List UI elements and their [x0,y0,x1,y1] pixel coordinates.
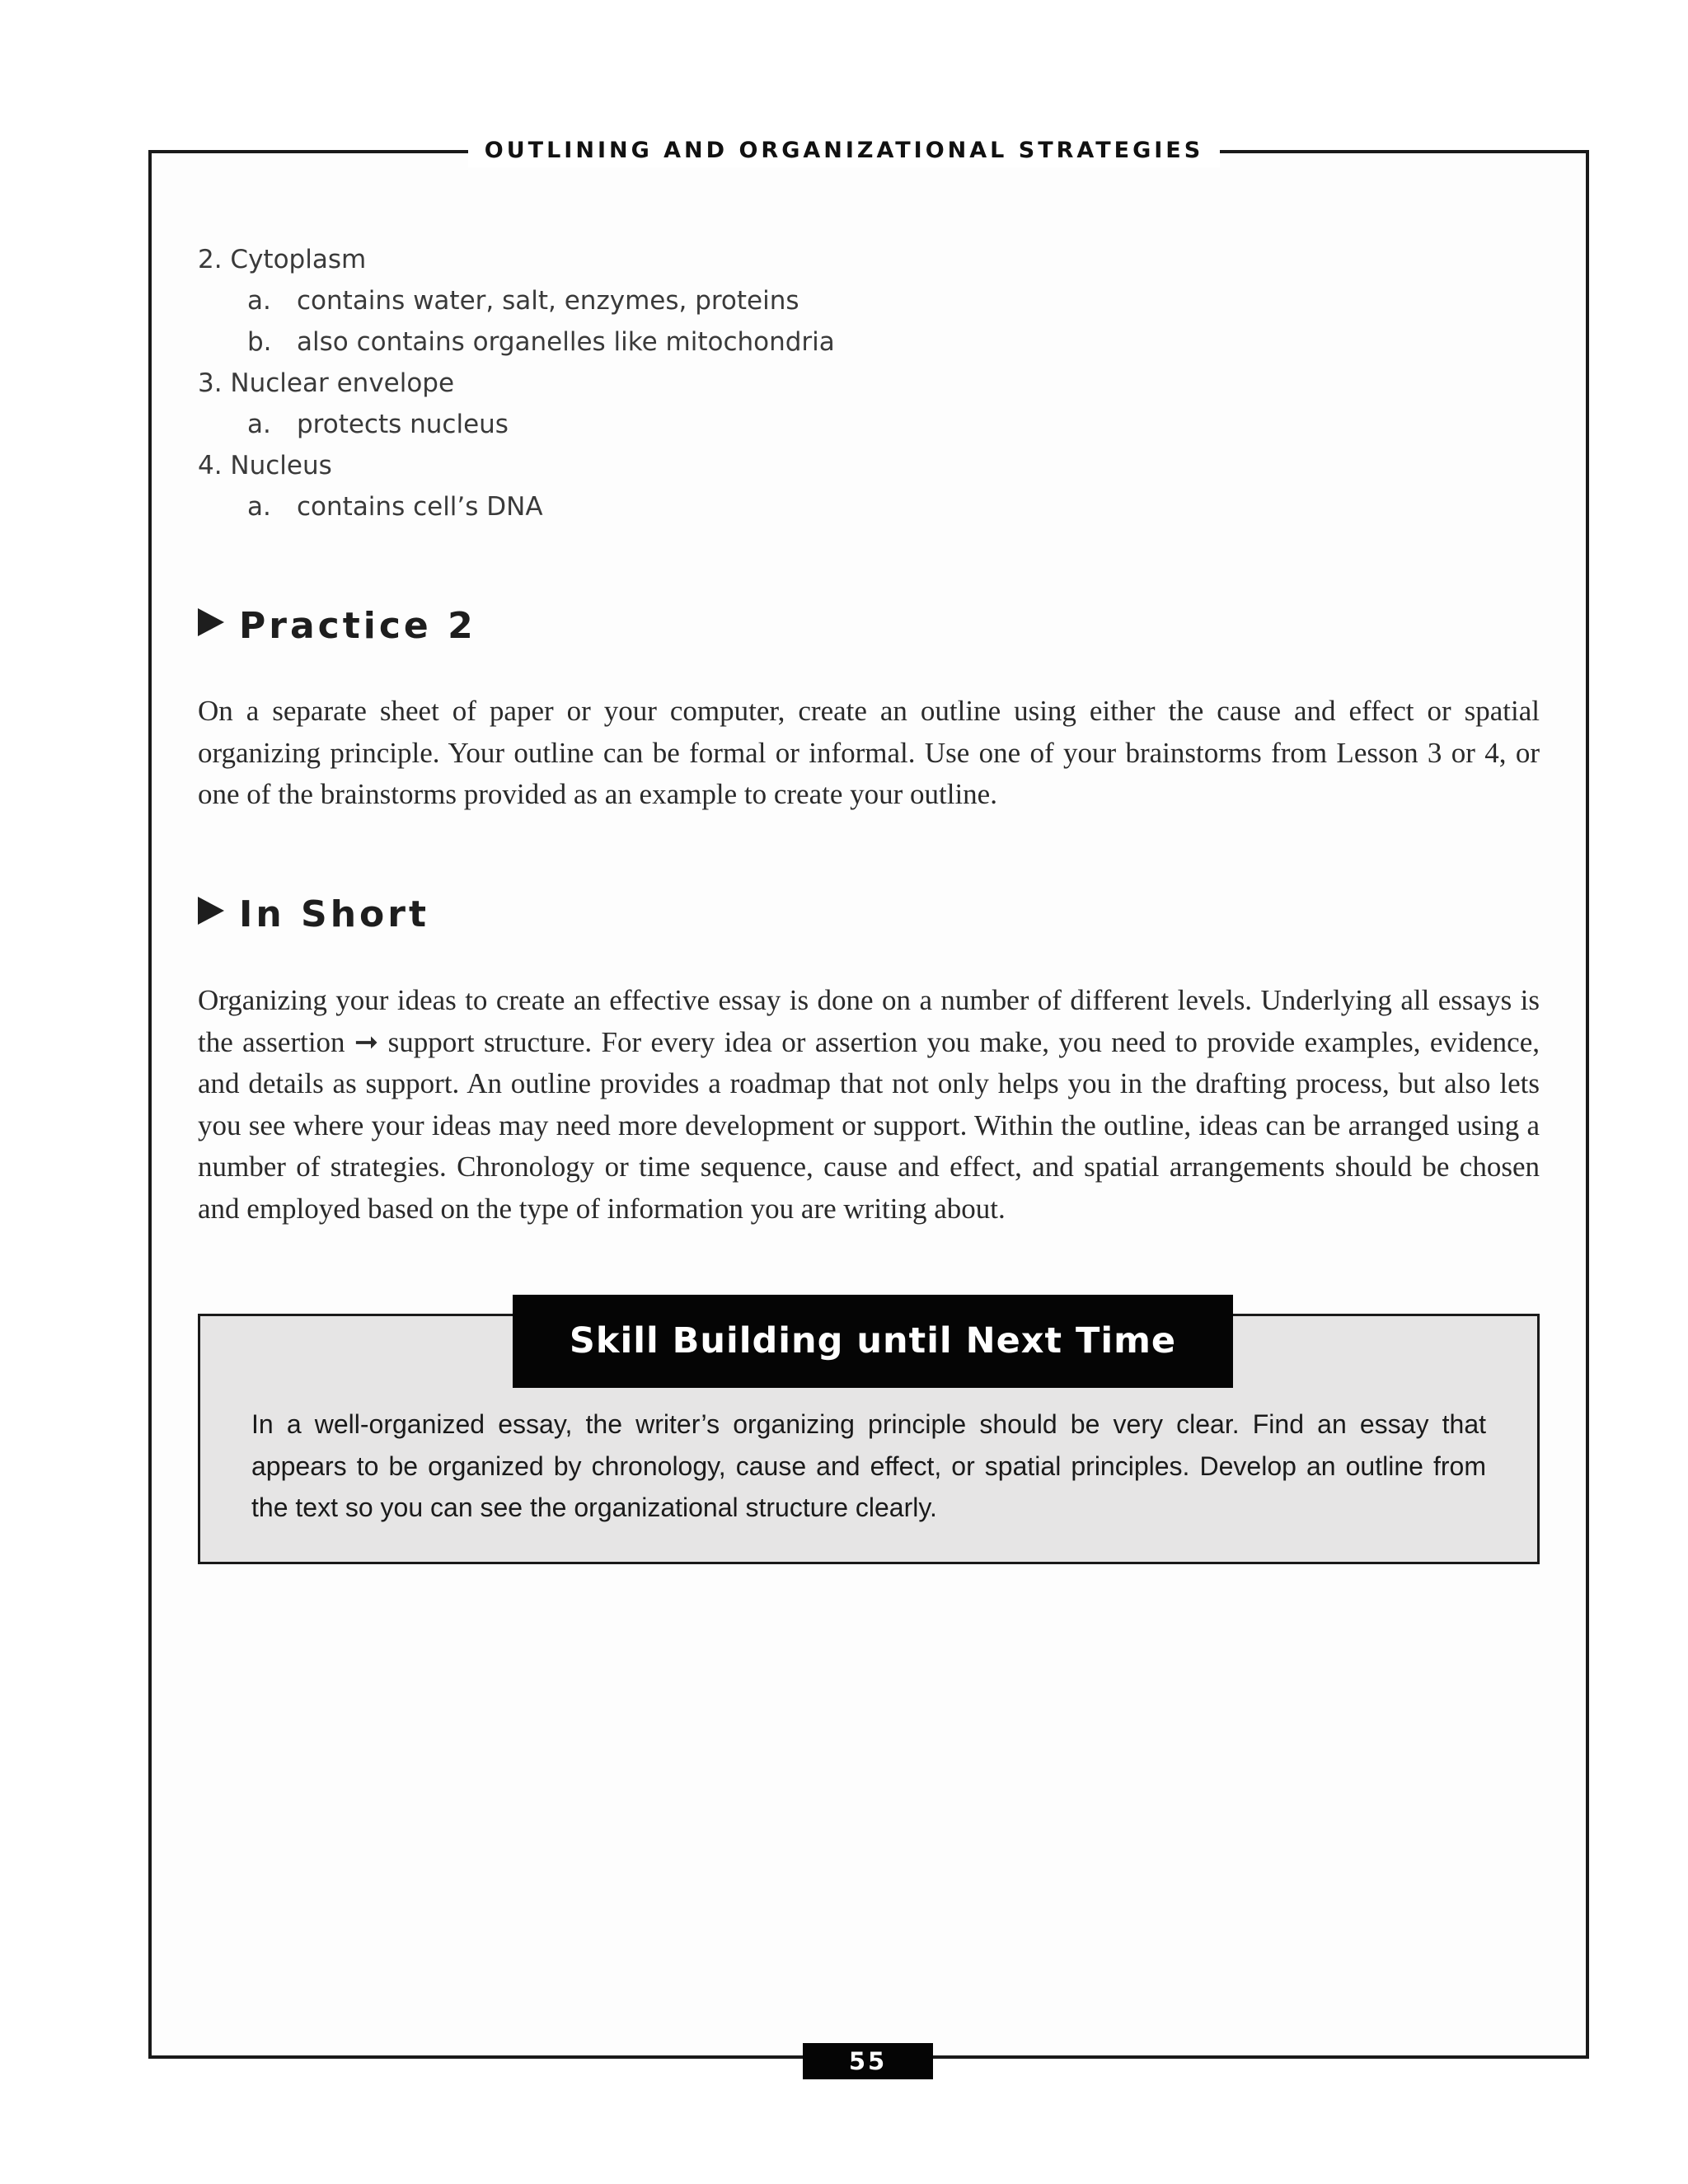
practice-heading-text: Practice 2 [239,605,476,647]
skill-building-body: In a well-organized essay, the writer’s organizing principle should be very clear. Find an essay that appears to be organized by chronology, cause and effect, or spatial principles. Develop an outline from the text so you can see the organizational structure clearly. [251,1409,1486,1522]
triangle-bullet-icon [198,897,224,925]
outline-item-cytoplasm: 2. Cytoplasm [198,245,367,274]
in-short-heading [198,890,429,940]
running-header-text: OUTLINING AND ORGANIZATIONAL STRATEGIES [468,134,1220,167]
outline-subitem [198,321,940,363]
practice-heading [198,602,476,651]
page-number: 55 [803,2043,933,2079]
in-short-heading-text: In Short [239,893,429,935]
subitem-text: contains water, salt, enzymes, proteins [297,286,799,316]
subitem-letter: a. [247,286,271,316]
skill-building-title: Skill Building until Next Time [513,1295,1233,1388]
outline-subitem [198,486,940,527]
in-short-body: Organizing your ideas to create an effective essay is done on a number of different levels. Underlying all essays is the assertion ➞ support structure. For every idea or assertion you make, you need to provide examples, evidence, and details as support. An outline provides a roadmap that not only helps you in the drafting process, but also lets you see where your ideas may need more development or support. Within the outline, ideas can be arranged using a number of strategies. Chronology or time sequence, cause and effect, and spatial arrangements should be chosen and employed based on the type of information you are writing about. [198,984,1540,1225]
subitem-letter: b. [247,327,272,357]
running-header [0,134,1688,167]
outline-subitem [198,280,940,321]
practice-body: On a separate sheet of paper or your computer, create an outline using either the cause and effect or spatial organizing principle. Your outline can be formal or informal. Use one of your brainstorms from Lesson 3 or 4, or one of the brainstorms provided as an example to create your outline. [198,695,1540,810]
outline-item-nucleus: 4. Nucleus [198,451,332,480]
outline-item-nuclear-envelope: 3. Nuclear envelope [198,368,455,398]
subitem-text: protects nucleus [297,410,509,439]
cell-outline [198,239,940,527]
triangle-bullet-icon [198,608,224,636]
outline-subitem [198,404,940,445]
subitem-text: contains cell’s DNA [297,492,543,522]
subitem-letter: a. [247,410,271,439]
subitem-letter: a. [247,492,271,522]
subitem-text: also contains organelles like mitochondria [297,327,835,357]
